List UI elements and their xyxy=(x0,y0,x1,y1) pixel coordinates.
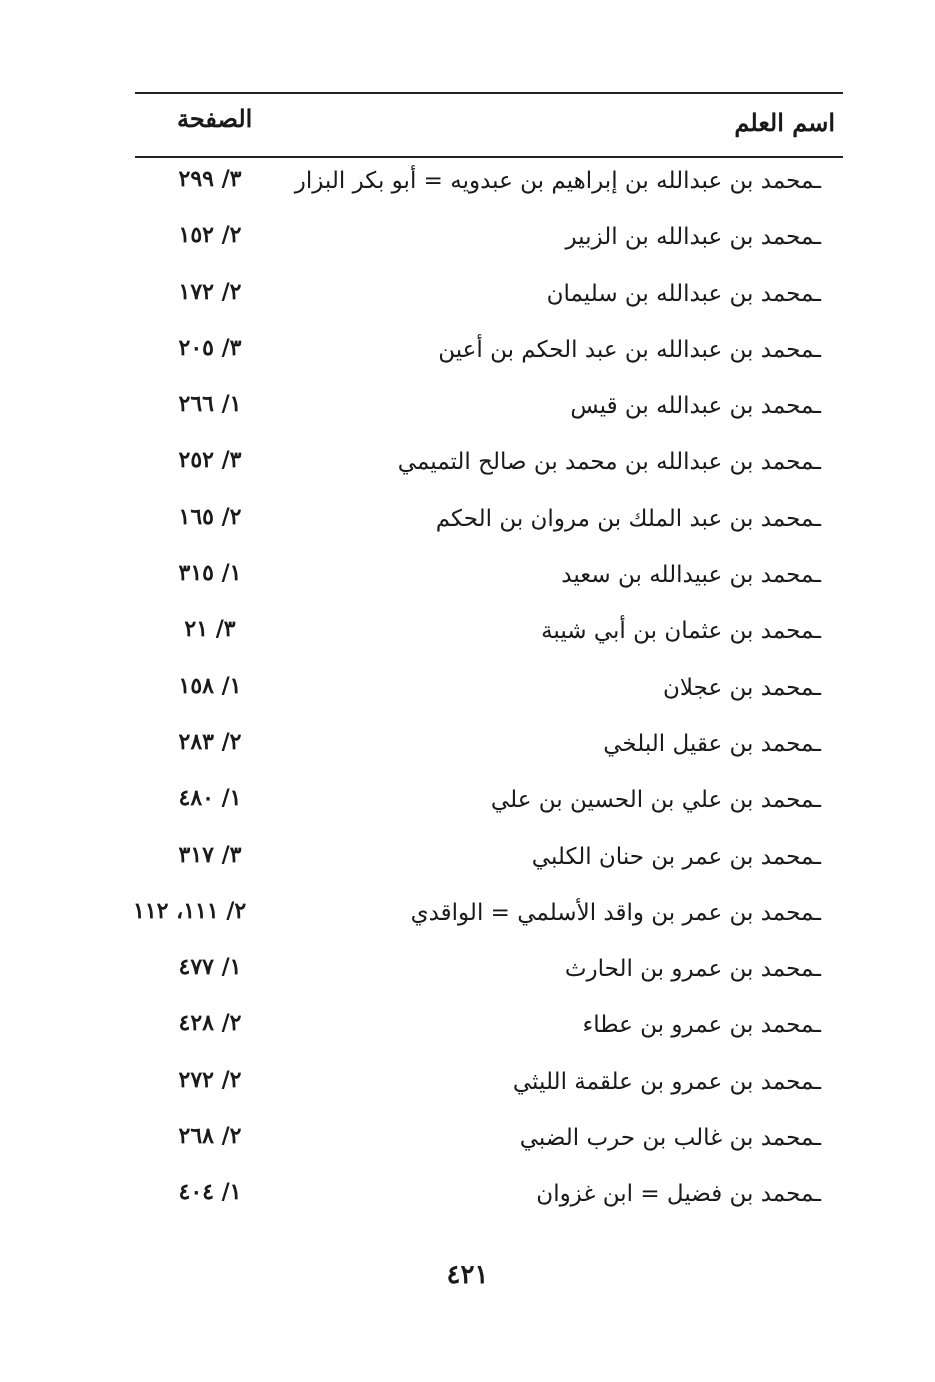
entry-name: ـمحمد بن عبدالله بن قيس xyxy=(570,393,821,420)
index-row xyxy=(135,494,843,550)
entry-name: ـمحمد بن عقيل البلخي xyxy=(603,730,821,757)
entry-name: ـمحمد بن عمر بن واقد الأسلمي = الواقدي xyxy=(410,899,821,926)
table-header xyxy=(135,92,843,158)
entry-page-ref: ٣/ ٣١٧ xyxy=(178,841,242,868)
index-row xyxy=(135,1057,843,1113)
entry-page-ref: ٣/ ٢١ xyxy=(184,616,236,643)
index-row xyxy=(135,606,843,662)
name-column-header: اسم العلم xyxy=(734,108,835,137)
entry-name: ـمحمد بن عبدالله بن إبراهيم بن عبدويه = أبو بكر البزار xyxy=(294,168,821,194)
index-row xyxy=(135,719,843,775)
entry-page-ref: ١/ ٢٦٦ xyxy=(178,391,242,418)
entry-name: ـمحمد بن عمرو بن الحارث xyxy=(564,956,821,983)
index-row xyxy=(135,550,843,606)
entry-page-ref: ٢/ ٢٨٣ xyxy=(178,728,242,755)
index-row xyxy=(135,888,843,944)
entry-page-ref: ٢/ ١١١، ١١٢ xyxy=(133,897,247,924)
index-row xyxy=(135,156,843,212)
entry-page-ref: ١/ ٤٠٤ xyxy=(178,1179,242,1206)
index-row xyxy=(135,832,843,888)
entry-page-ref: ٢/ ٢٧٢ xyxy=(178,1066,242,1093)
entry-name: ـمحمد بن فضيل = ابن غزوان xyxy=(536,1181,821,1208)
page-column-header: الصفحة xyxy=(177,104,253,133)
index-row xyxy=(135,775,843,831)
index-row xyxy=(135,437,843,493)
entry-page-ref: ٢/ ١٦٥ xyxy=(178,503,242,530)
index-row xyxy=(135,663,843,719)
entry-name: ـمحمد بن عبدالله بن سليمان xyxy=(546,280,821,307)
entry-name: ـمحمد بن عبدالله بن الزبير xyxy=(565,224,821,251)
index-row xyxy=(135,212,843,268)
index-row xyxy=(135,325,843,381)
index-row xyxy=(135,1000,843,1056)
entry-page-ref: ٢/ ٤٢٨ xyxy=(178,1010,242,1037)
entry-name: ـمحمد بن عمرو بن عطاء xyxy=(582,1012,821,1039)
entry-page-ref: ١/ ٣١٥ xyxy=(178,560,242,587)
entry-page-ref: ١/ ١٥٨ xyxy=(178,672,242,699)
index-row xyxy=(135,1169,843,1225)
index-row xyxy=(135,944,843,1000)
entry-page-ref: ١/ ٤٨٠ xyxy=(178,785,242,812)
entry-page-ref: ٣/ ٢٠٥ xyxy=(178,334,242,361)
entry-name: ـمحمد بن عبيدالله بن سعيد xyxy=(561,562,821,589)
index-list xyxy=(135,156,843,1226)
entry-name: ـمحمد بن عبدالله بن عبد الحكم بن أعين xyxy=(438,336,821,363)
entry-page-ref: ٣/ ٢٥٢ xyxy=(178,447,242,474)
entry-page-ref: ٣/ ٢٩٩ xyxy=(178,166,242,192)
entry-name: ـمحمد بن غالب بن حرب الضبي xyxy=(519,1125,821,1152)
page-number: ٤٢١ xyxy=(446,1260,489,1290)
entry-page-ref: ٢/ ١٥٢ xyxy=(178,222,242,249)
entry-name: ـمحمد بن عبدالله بن محمد بن صالح التميمي xyxy=(397,449,821,476)
entry-name: ـمحمد بن عبد الملك بن مروان بن الحكم xyxy=(435,505,821,532)
entry-name: ـمحمد بن عمرو بن علقمة الليثي xyxy=(512,1068,821,1095)
entry-page-ref: ٢/ ١٧٢ xyxy=(178,278,242,305)
entry-name: ـمحمد بن عثمان بن أبي شيبة xyxy=(541,618,821,645)
entry-page-ref: ١/ ٤٧٧ xyxy=(178,954,242,981)
index-row xyxy=(135,269,843,325)
index-row xyxy=(135,381,843,437)
entry-name: ـمحمد بن عمر بن حنان الكلبي xyxy=(531,843,821,870)
entry-name: ـمحمد بن عجلان xyxy=(663,674,821,701)
entry-name: ـمحمد بن علي بن الحسين بن علي xyxy=(490,787,821,814)
index-row xyxy=(135,1113,843,1169)
entry-page-ref: ٢/ ٢٦٨ xyxy=(178,1123,242,1150)
